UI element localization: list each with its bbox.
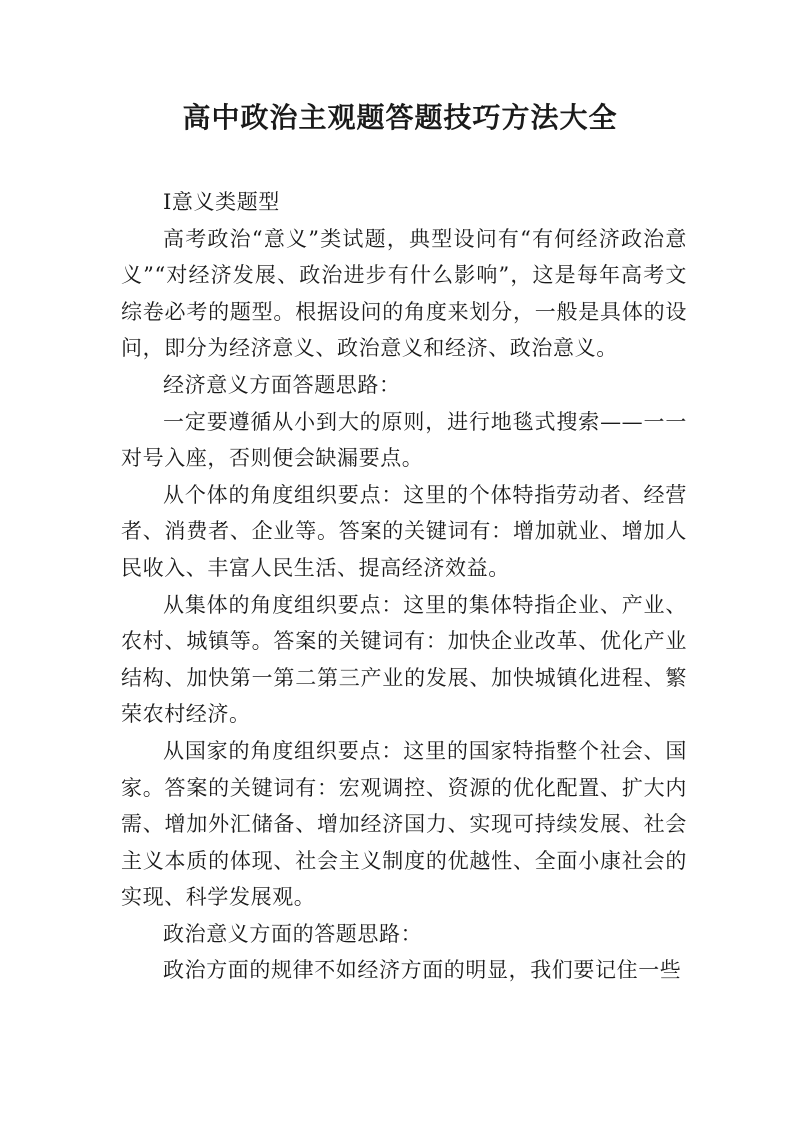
document-title: 高中政治主观题答题技巧方法大全 (182, 101, 618, 134)
subsection-heading: 经济意义方面答题思路： (163, 372, 401, 397)
paragraph: 一定要遵循从小到大的原则，进行地毯式搜索——一一对号入座，否则便会缺漏要点。 (121, 409, 687, 471)
document-body (121, 184, 687, 989)
section-heading: Ⅰ意义类题型 (163, 190, 280, 214)
paragraph: 从集体的角度组织要点：这里的集体特指企业、产业、农村、城镇等。答案的关键词有：加快企业改革、优化产业结构、加快第一第二第三产业的发展、加快城镇化进程、繁荣农村经济。 (121, 592, 687, 727)
paragraph: 从国家的角度组织要点：这里的国家特指整个社会、国家。答案的关键词有：宏观调控、资源的优化配置、扩大内需、增加外汇储备、增加经济国力、实现可持续发展、社会主义本质的体现、社会主义制度的优越性、全面小康社会的实现、科学发展观。 (121, 738, 687, 910)
paragraph: 政治方面的规律不如经济方面的明显，我们要记住一些 (163, 958, 682, 983)
paragraph: 从个体的角度组织要点：这里的个体特指劳动者、经营者、消费者、企业等。答案的关键词有：增加就业、增加人民收入、丰富人民生活、提高经济效益。 (121, 482, 687, 580)
paragraph: 高考政治“意义”类试题，典型设问有“有何经济政治意义”“对经济发展、政治进步有什么影响”，这是每年高考文综卷必考的题型。根据设问的角度来划分，一般是具体的设问，即分为经济意义、政治意义和经济、政治意义。 (121, 226, 687, 361)
subsection-heading: 政治意义方面的答题思路： (163, 921, 423, 946)
